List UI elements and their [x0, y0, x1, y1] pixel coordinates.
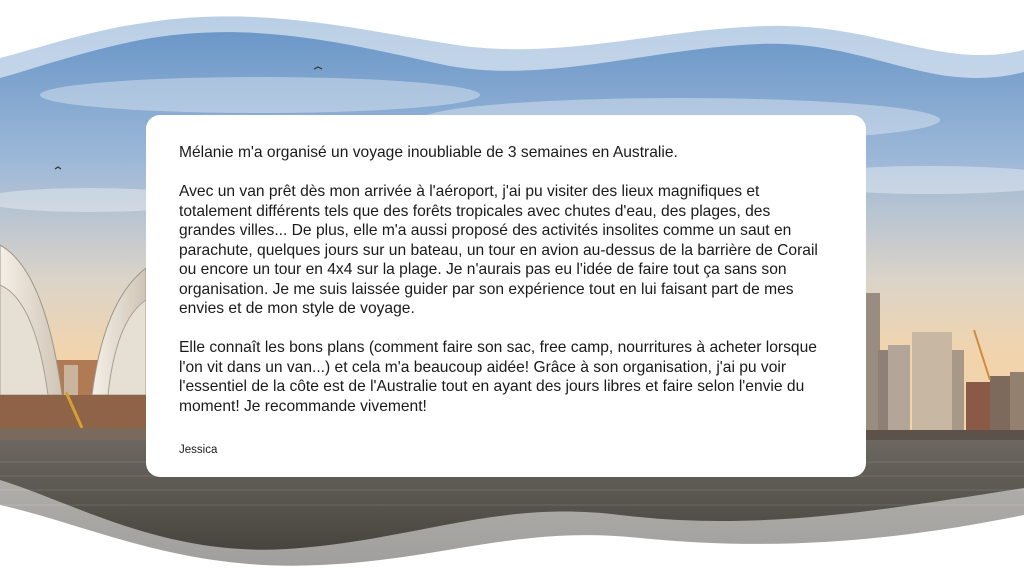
- testimonial-paragraph-2: Avec un van prêt dès mon arrivée à l'aéroport, j'ai pu visiter des lieux magnifiques et totalement différents tels que des forêts tropicales avec chutes d'eau, des plages, des grandes villes... De plus, elle m'a aussi proposé des activités insolites comme un saut en parachute, quelques jours sur un bateau, un tour en avion au-dessus de la barrière de Corail ou encore un tour en 4x4 sur la plage. Je n'aurais pas eu l'idée de faire tout ça sans son organisation. Je me suis laissée guider par son expérience tout en lui faisant part de mes envies et de mon style de voyage.: [179, 183, 818, 317]
- testimonial-paragraph-3: Elle connaît les bons plans (comment faire son sac, free camp, nourritures à acheter lorsque l'on vit dans un van...) et cela m'a beaucoup aidée! Grâce à son organisation, j'ai pu voir l'essentiel de la côte est de l'Australie tout en ayant des jours libres et faire selon l'envie du moment! Je recommande vivement!: [179, 339, 817, 415]
- testimonial-card: [146, 115, 866, 477]
- testimonial-author: Jessica: [179, 444, 218, 456]
- testimonial-paragraph-1: Mélanie m'a organisé un voyage inoubliable de 3 semaines en Australie.: [179, 144, 678, 161]
